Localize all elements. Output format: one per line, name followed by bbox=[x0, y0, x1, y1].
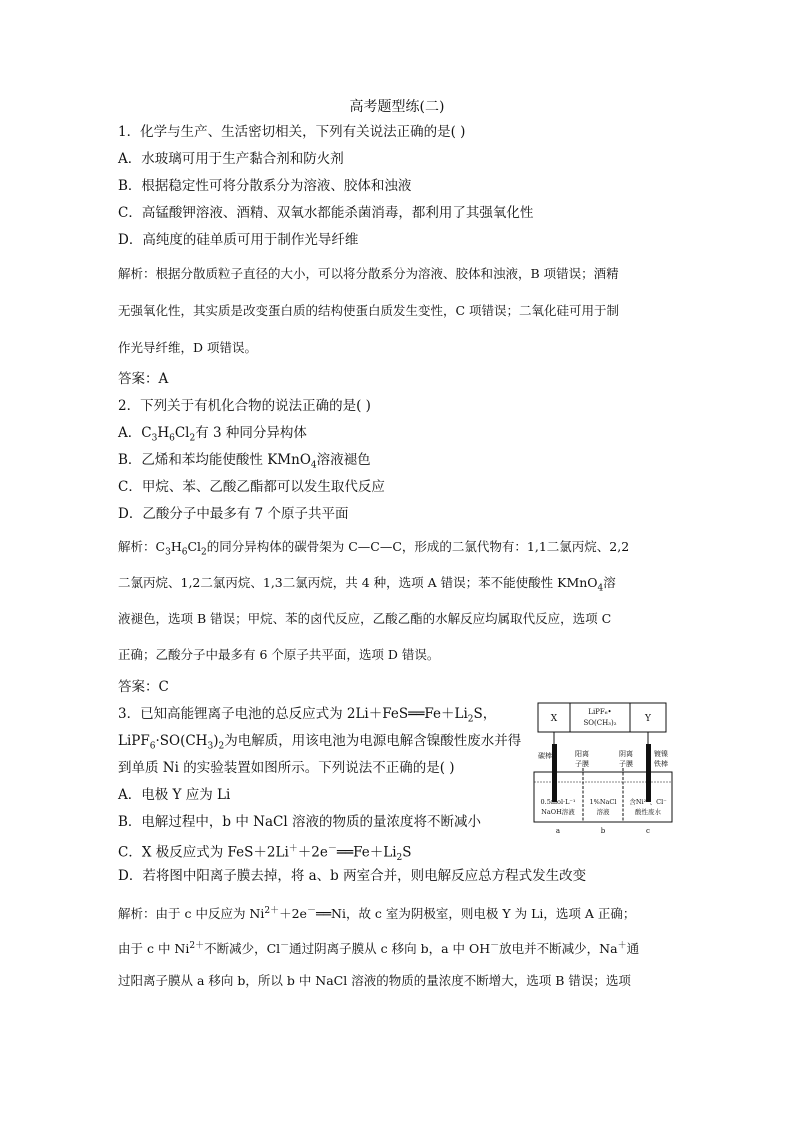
anion-membrane-label-2: 子膜 bbox=[619, 760, 633, 768]
q1-analysis-line-2: 无强氧化性，其实质是改变蛋白质的结构使蛋白质发生变性，C 项错误；二氧化硅可用于制 bbox=[118, 303, 620, 318]
solution-a-label-2: NaOH溶液 bbox=[541, 808, 575, 816]
electrolyte-label-2: SO(CH₃)₂ bbox=[583, 719, 617, 727]
solution-c-label-1: 含Ni²⁺、Cl⁻ bbox=[629, 798, 667, 806]
q1-answer: 答案：A bbox=[118, 371, 169, 387]
nickel-rod-label-2: 铁棒 bbox=[654, 760, 668, 768]
anion-membrane-label-1: 阴离 bbox=[619, 750, 633, 758]
q2-option-d: D．乙酸分子中最多有 7 个原子共平面 bbox=[118, 506, 349, 522]
q3-option-d: D．若将图中阳离子膜去掉，将 a、b 两室合并，则电解反应总方程式发生改变 bbox=[118, 868, 587, 884]
electrode-x-label: X bbox=[550, 714, 558, 724]
q2-analysis-line-1: 解析：$C_3H_6Cl_2$的同分异构体的碳骨架为 C—C—C，形成的二氯代物有：1,1二氯丙烷、2,2 bbox=[118, 539, 630, 558]
q3-analysis-line-3: 过阳离子膜从 a 移向 b，所以 b 中 NaCl 溶液的物质的量浓度不断增大，选项 B 错误；选项 bbox=[118, 973, 631, 988]
chamber-a-label: a bbox=[555, 827, 561, 835]
q3-stem-line-1: 3．已知高能锂离子电池的总反应式为 $2Li+FeS══Fe+Li_2S$， bbox=[118, 706, 497, 725]
q3-option-a: A．电极 Y 应为 Li bbox=[118, 787, 231, 803]
q1-option-b: B．根据稳定性可将分散系分为溶液、胶体和浊液 bbox=[118, 178, 412, 194]
electrode-y-label: Y bbox=[645, 714, 651, 724]
q1-option-c: C．高锰酸钾溶液、酒精、双氧水都能杀菌消毒，都利用了其强氧化性 bbox=[118, 205, 534, 221]
carbon-rod bbox=[552, 744, 557, 802]
q3-stem-line-2: $LiPF_6\cdot SO(CH_3)_2$为电解质，用该电池为电源电解含镍酸性废水并得 bbox=[118, 733, 522, 752]
q2-analysis-line-3: 液褪色，选项 B 错误；甲烷、苯的卤代反应，乙酸乙酯的水解反应均属取代反应，选项 C bbox=[118, 611, 612, 626]
page-title: 高考题型练(二) bbox=[349, 99, 445, 115]
q3-analysis-line-1: 解析：由于 c 中反应为 $Ni^{2+}+2e^-══Ni$，故 c 室为阴极室，则电极 Y 为 Li，选项 A 正确； bbox=[118, 906, 636, 922]
q2-answer: 答案：C bbox=[118, 679, 169, 695]
electrolyte-label-1: LiPF₆• bbox=[588, 708, 612, 716]
solution-b-label-2: 溶液 bbox=[596, 808, 610, 816]
q1-stem: 1．化学与生产、生活密切相关，下列有关说法正确的是( ) bbox=[118, 124, 466, 140]
chamber-c-label: c bbox=[646, 827, 650, 835]
q3-option-b: B．电解过程中，b 中 NaCl 溶液的物质的量浓度将不断减小 bbox=[118, 814, 481, 830]
q1-option-d: D．高纯度的硅单质可用于制作光导纤维 bbox=[118, 232, 359, 248]
q2-option-a: A．$C_3H_6Cl_2$有 3 种同分异构体 bbox=[118, 425, 307, 444]
q2-option-c: C．甲烷、苯、乙酸乙酯都可以发生取代反应 bbox=[118, 479, 385, 495]
nickel-rod-label-1: 镀镍 bbox=[654, 750, 668, 758]
electrolysis-apparatus-figure bbox=[528, 700, 678, 838]
q1-option-a: A．水玻璃可用于生产黏合剂和防火剂 bbox=[118, 151, 344, 167]
q2-analysis-line-4: 正确；乙酸分子中最多有 6 个原子共平面，选项 D 错误。 bbox=[118, 647, 440, 662]
q3-option-c: C．X 极反应式为 $FeS+2Li^++2e^-══Fe+Li_2S$ bbox=[118, 844, 412, 864]
q1-analysis-line-3: 作光导纤维，D 项错误。 bbox=[118, 340, 257, 355]
q3-stem-line-3: 到单质 Ni 的实验装置如图所示。下列说法不正确的是( ) bbox=[118, 760, 455, 776]
solution-a-label-1: 0.5mol·L⁻¹ bbox=[540, 798, 576, 806]
cation-membrane-label-2: 子膜 bbox=[575, 760, 589, 768]
q1-analysis-line-1: 解析：根据分散质粒子直径的大小，可以将分散系分为溶液、胶体和浊液，B 项错误；酒精 bbox=[118, 266, 619, 281]
carbon-rod-label: 碳棒 bbox=[538, 752, 552, 760]
chamber-b-label: b bbox=[600, 827, 606, 835]
apparatus-diagram bbox=[528, 700, 678, 838]
q2-stem: 2．下列关于有机化合物的说法正确的是( ) bbox=[118, 398, 371, 414]
solution-c-label-2: 酸性废水 bbox=[635, 808, 661, 816]
q2-analysis-line-2: 二氯丙烷、1,2二氯丙烷、1,3二氯丙烷，共 4 种，选项 A 错误；苯不能使酸性 KMnO$_4$溶 bbox=[118, 575, 616, 594]
q2-option-b: B．乙烯和苯均能使酸性 KMnO$_4$溶液褪色 bbox=[118, 452, 371, 471]
cation-membrane-label-1: 阳离 bbox=[575, 750, 589, 758]
solution-b-label-1: 1%NaCl bbox=[589, 798, 617, 806]
nickel-plated-iron-rod bbox=[646, 744, 651, 802]
q3-analysis-line-2: 由于 c 中 $Ni^{2+}$不断减少，Cl－通过阴离子膜从 c 移向 b，a 中 OH－放电并不断减少，Na＋通 bbox=[118, 941, 640, 957]
